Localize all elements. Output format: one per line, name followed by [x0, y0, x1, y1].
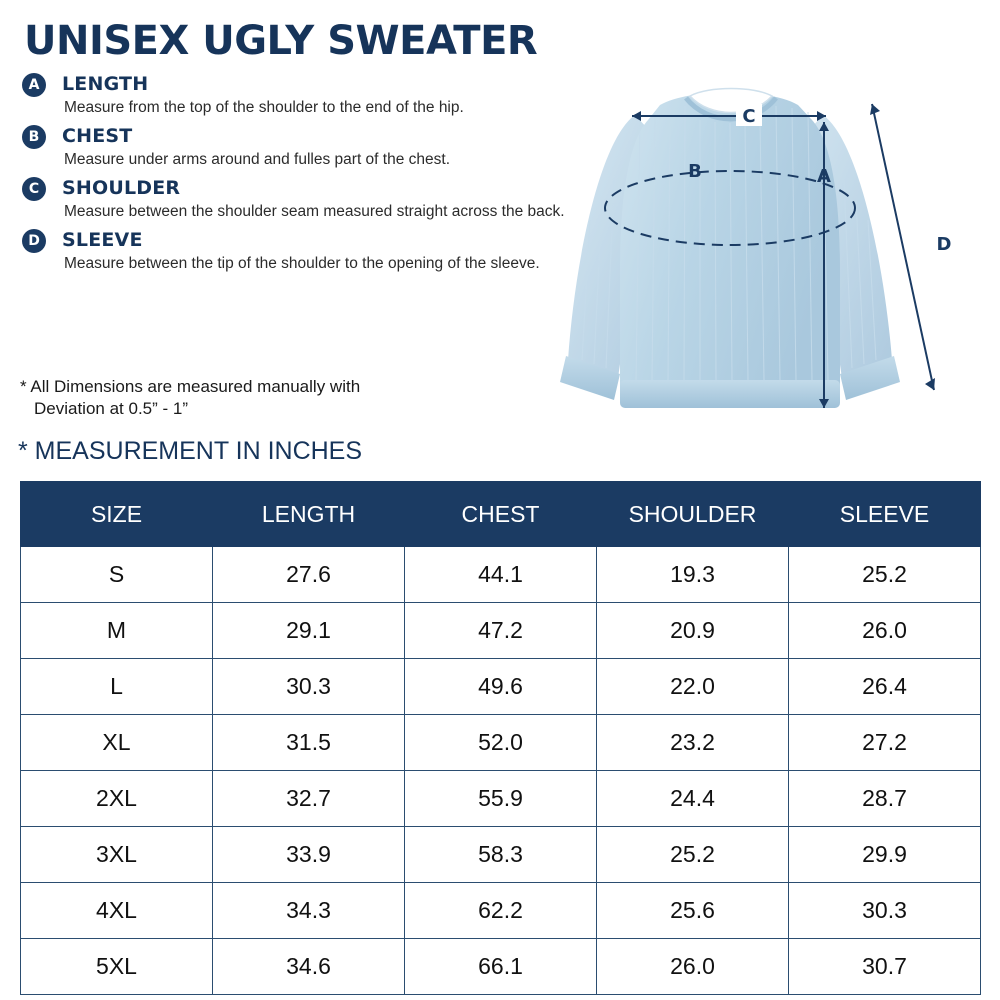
cell-sleeve: 25.2	[789, 547, 981, 603]
cell-chest: 52.0	[405, 715, 597, 771]
legend-item-chest	[22, 124, 582, 169]
cell-length: 31.5	[213, 715, 405, 771]
cell-size: 3XL	[21, 827, 213, 883]
cell-shoulder: 26.0	[597, 939, 789, 995]
cell-sleeve: 29.9	[789, 827, 981, 883]
cell-size: 5XL	[21, 939, 213, 995]
cell-size: 4XL	[21, 883, 213, 939]
cell-sleeve: 26.0	[789, 603, 981, 659]
legend-desc-sleeve: Measure between the tip of the shoulder to the opening of the sleeve.	[64, 255, 540, 272]
cell-sleeve: 26.4	[789, 659, 981, 715]
header-chest: CHEST	[405, 482, 597, 547]
page-title: UNISEX UGLY SWEATER	[24, 18, 538, 64]
badge-b: B	[22, 125, 46, 149]
cell-shoulder: 24.4	[597, 771, 789, 827]
cell-size: XL	[21, 715, 213, 771]
cell-chest: 66.1	[405, 939, 597, 995]
deviation-note	[20, 376, 360, 420]
marker-a-label: A	[817, 166, 831, 187]
legend-label-length: LENGTH	[62, 73, 149, 95]
header-shoulder: SHOULDER	[597, 482, 789, 547]
cell-size: 2XL	[21, 771, 213, 827]
legend-desc-length: Measure from the top of the shoulder to the end of the hip.	[64, 99, 464, 116]
cell-length: 32.7	[213, 771, 405, 827]
cell-shoulder: 19.3	[597, 547, 789, 603]
cell-length: 34.6	[213, 939, 405, 995]
measurement-legend	[22, 72, 582, 280]
cell-length: 33.9	[213, 827, 405, 883]
legend-label-shoulder: SHOULDER	[62, 177, 181, 199]
table-row	[21, 603, 981, 659]
cell-chest: 62.2	[405, 883, 597, 939]
table-row	[21, 827, 981, 883]
header-sleeve: SLEEVE	[789, 482, 981, 547]
bottom-hem	[620, 380, 840, 408]
cell-chest: 58.3	[405, 827, 597, 883]
marker-c-label: C	[742, 106, 756, 127]
sweater-illustration	[540, 60, 990, 460]
cell-chest: 47.2	[405, 603, 597, 659]
size-table-container	[20, 481, 980, 995]
table-row	[21, 771, 981, 827]
cell-length: 34.3	[213, 883, 405, 939]
table-row	[21, 659, 981, 715]
cell-chest: 55.9	[405, 771, 597, 827]
cell-sleeve: 30.7	[789, 939, 981, 995]
cell-shoulder: 25.2	[597, 827, 789, 883]
cell-size: S	[21, 547, 213, 603]
header-length: LENGTH	[213, 482, 405, 547]
table-header-row	[21, 482, 981, 547]
legend-desc-chest: Measure under arms around and fulles part of the chest.	[64, 151, 450, 168]
table-row	[21, 939, 981, 995]
badge-a: A	[22, 73, 46, 97]
cell-sleeve: 27.2	[789, 715, 981, 771]
cell-chest: 44.1	[405, 547, 597, 603]
cell-sleeve: 30.3	[789, 883, 981, 939]
legend-item-shoulder	[22, 176, 582, 221]
deviation-note-line1: * All Dimensions are measured manually with	[20, 377, 361, 396]
legend-label-chest: CHEST	[62, 125, 133, 147]
badge-d: D	[22, 229, 46, 253]
deviation-note-line2: Deviation at 0.5” - 1”	[34, 399, 189, 418]
cell-chest: 49.6	[405, 659, 597, 715]
table-row	[21, 883, 981, 939]
marker-d-label: D	[936, 234, 952, 255]
cell-sleeve: 28.7	[789, 771, 981, 827]
cell-shoulder: 23.2	[597, 715, 789, 771]
cell-shoulder: 22.0	[597, 659, 789, 715]
table-row	[21, 715, 981, 771]
cell-length: 30.3	[213, 659, 405, 715]
header-size: SIZE	[21, 482, 213, 547]
cell-length: 29.1	[213, 603, 405, 659]
legend-item-sleeve	[22, 228, 582, 273]
cell-shoulder: 20.9	[597, 603, 789, 659]
legend-label-sleeve: SLEEVE	[62, 229, 143, 251]
table-row	[21, 547, 981, 603]
size-table	[20, 481, 981, 995]
cell-length: 27.6	[213, 547, 405, 603]
cell-size: L	[21, 659, 213, 715]
legend-desc-shoulder: Measure between the shoulder seam measured straight across the back.	[64, 203, 565, 220]
cell-size: M	[21, 603, 213, 659]
badge-c: C	[22, 177, 46, 201]
marker-b-label: B	[688, 161, 702, 182]
legend-item-length	[22, 72, 582, 117]
measurement-unit-heading: * MEASUREMENT IN INCHES	[18, 437, 363, 465]
cell-shoulder: 25.6	[597, 883, 789, 939]
